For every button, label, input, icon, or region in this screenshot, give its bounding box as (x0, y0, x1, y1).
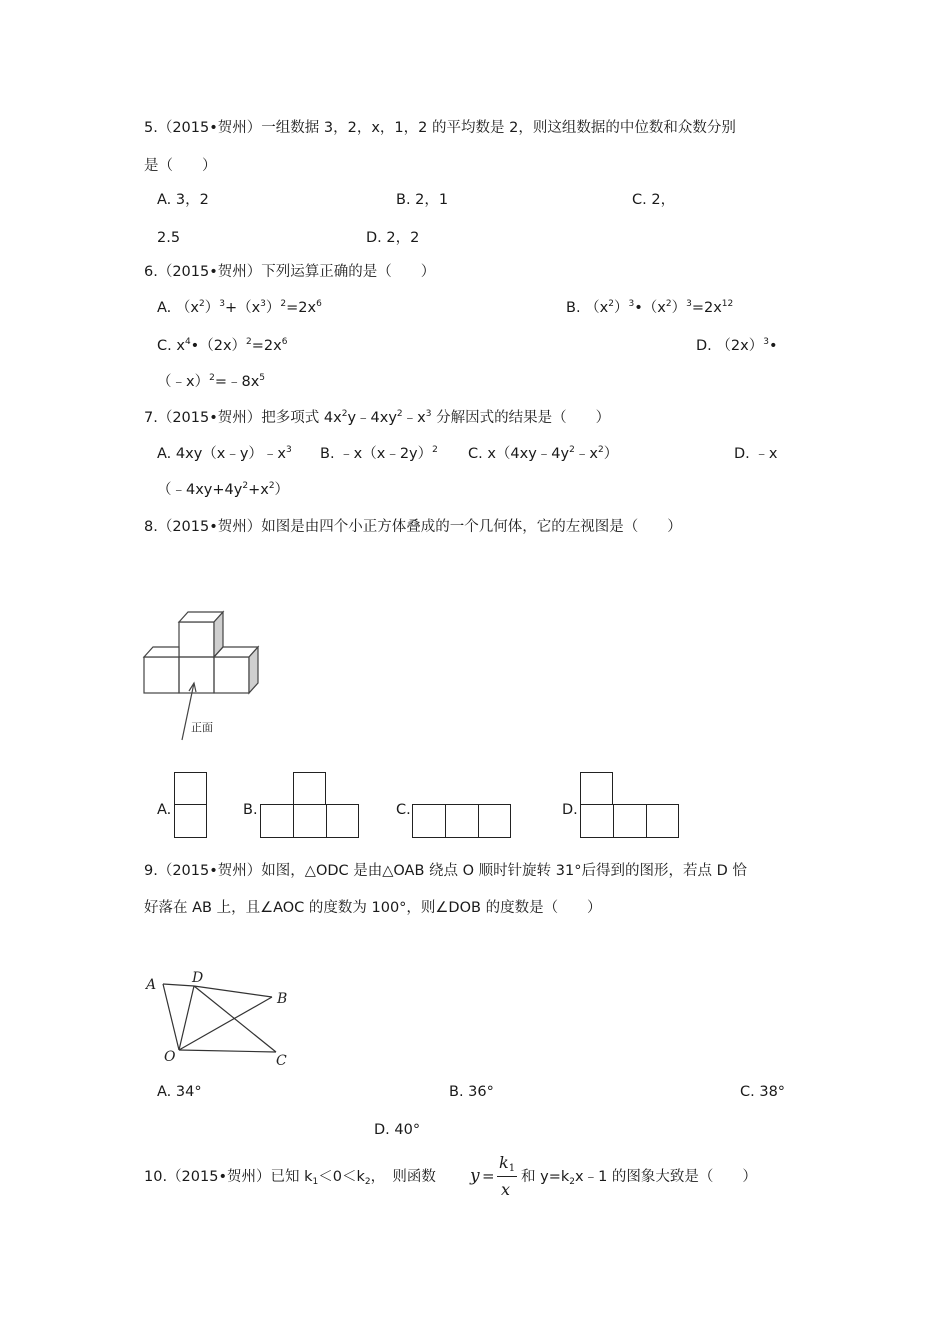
q6-option-a: A. $(x^2)^3+(x^3)^2=2x^6$ (157, 299, 322, 316)
q9-option-c: C. 38° (740, 1084, 786, 1100)
fraction-k1-over-x: y = $k_1$ x (470, 1153, 516, 1199)
q10-stem-part2: 和 $y=k_2x﹣1$ 的图象大致是（ ） (521, 1169, 757, 1187)
q10-stem-part1: 10.（2015•贺州）已知 $k_1<0<k_2$， 则函数 (144, 1169, 436, 1187)
q9-option-b: B. 36° (449, 1084, 494, 1100)
q8-option-b: B. (243, 802, 258, 818)
q5-option-a: A. 3，2 (157, 192, 209, 208)
q5-option-b: B. 2，1 (396, 192, 449, 208)
label-a: A (146, 977, 157, 993)
label-o: O (164, 1049, 176, 1065)
q5-stem-line1: 5.（2015•贺州）一组数据 3，2，x，1，2 的平均数是 2，则这组数据的中位数和众数分别 (144, 120, 736, 136)
view-c (412, 804, 512, 838)
q6-option-c: C. $x^4•(2x)^2=2x^6$ (157, 337, 288, 354)
q8-option-c: C. (396, 802, 411, 818)
q7-option-d-cont: $(﹣4xy+4y^2+x^2)$ (157, 481, 290, 498)
q7-option-c: C. $x(4xy﹣4y^2﹣x^2)$ (468, 445, 619, 462)
view-b (260, 772, 360, 838)
q7-option-b: B. ﹣x（x﹣2y）$^2$ (320, 445, 438, 462)
q8-option-a: A. (157, 802, 172, 818)
q5-stem-line2: 是（ ） (144, 158, 217, 174)
front-label: 正面 (191, 721, 213, 734)
q6-option-d-cont: $(﹣x)^2=﹣8x^5$ (157, 373, 266, 390)
q8-stem: 8.（2015•贺州）如图是由四个小正方体叠成的一个几何体，它的左视图是（ ） (144, 519, 682, 535)
q5-option-d: D. 2，2 (366, 230, 420, 246)
view-a (174, 772, 208, 838)
q9-option-d: D. 40° (374, 1122, 421, 1138)
label-d: D (192, 970, 204, 986)
q9-option-a: A. 34° (157, 1084, 202, 1100)
q7-option-a: A. $4xy(x﹣y)﹣x^3$ (157, 445, 292, 462)
q5-option-c-cont: 2.5 (157, 230, 181, 246)
q5-option-c: C. 2， (632, 192, 676, 208)
q7-option-d: D. ﹣x (734, 446, 778, 462)
triangle-rotation-figure (140, 964, 300, 1074)
q9-stem-line1: 9.（2015•贺州）如图，△ODC 是由△OAB 绕点 O 顺时针旋转 31°后得到的图形，若点 D 恰 (144, 863, 747, 879)
view-d (580, 772, 680, 838)
q6-option-b: B. $(x^2)^3•(x^2)^3=2x^{12}$ (566, 299, 734, 316)
q6-stem: 6.（2015•贺州）下列运算正确的是（ ） (144, 264, 436, 280)
q6-option-d: D. $(2x)^3•$ (696, 337, 778, 354)
label-b: B (277, 991, 288, 1007)
label-c: C (276, 1053, 287, 1069)
q8-option-d: D. (562, 802, 578, 818)
q7-stem: 7.（2015•贺州）把多项式 $4x^2y﹣4xy^2﹣x^3$ 分解因式的结果是（ ） (144, 409, 611, 426)
q9-stem-line2: 好落在 AB 上，且∠AOC 的度数为 100°，则∠DOB 的度数是（ ） (144, 900, 602, 916)
